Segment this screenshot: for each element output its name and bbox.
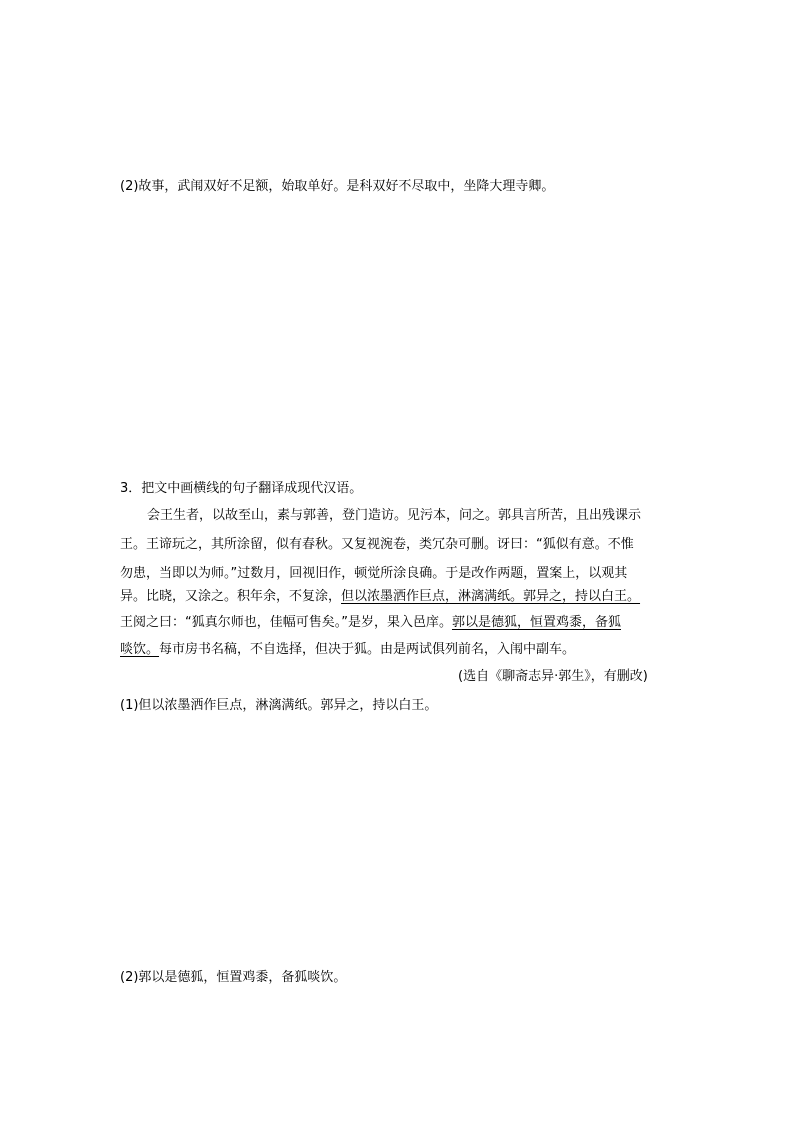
passage-text: 王阅之曰：“狐真尔师也，佳幅可售矣。”是岁，果入邑庠。 [120, 615, 452, 630]
passage-line-5 [120, 614, 621, 632]
question-3-part-2: (2)郭以是德狐，恒置鸡黍，备狐啖饮。 [120, 970, 347, 985]
passage-line-1: 会王生者，以故至山，素与郭善，登门造访。见污本，问之。郭具言所苦，且出残课示 [147, 508, 642, 523]
passage-line-2: 王。王谛玩之，其所涂留，似有春秋。又复视涴卷，类冗杂可删。讶曰：“狐似有意。不惟 [120, 537, 634, 552]
underlined-sentence-1: 但以浓墨洒作巨点，淋漓满纸。郭异之，持以白王。 [341, 589, 641, 604]
question-2-part-2: (2)故事，武闱双好不足额，始取单好。是科双好不尽取中，坐降大理寺卿。 [120, 179, 555, 194]
passage-line-6 [120, 641, 575, 659]
passage-line-3: 勿患，当即以为师。”过数月，回视旧作，顿觉所涂良确。于是改作两题，置案上，以观其 [120, 566, 628, 581]
passage-source: (选自《聊斋志异·郭生》，有删改) [458, 669, 648, 684]
passage-line-4 [120, 588, 640, 606]
passage-text: 异。比晓，又涂之。积年余，不复涂， [120, 589, 342, 604]
underlined-sentence-2-end: 啖饮。 [120, 642, 160, 657]
passage-text: 每市房书名稿，不自选择，但决于狐。由是两试俱列前名，入闱中副车。 [159, 642, 576, 657]
question-3-part-1: (1)但以浓墨洒作巨点，淋漓满纸。郭异之，持以白王。 [120, 698, 438, 713]
underlined-sentence-2: 郭以是德狐，恒置鸡黍，备狐 [451, 615, 621, 630]
question-3-heading: 3．把文中画横线的句子翻译成现代汉语。 [120, 481, 363, 496]
